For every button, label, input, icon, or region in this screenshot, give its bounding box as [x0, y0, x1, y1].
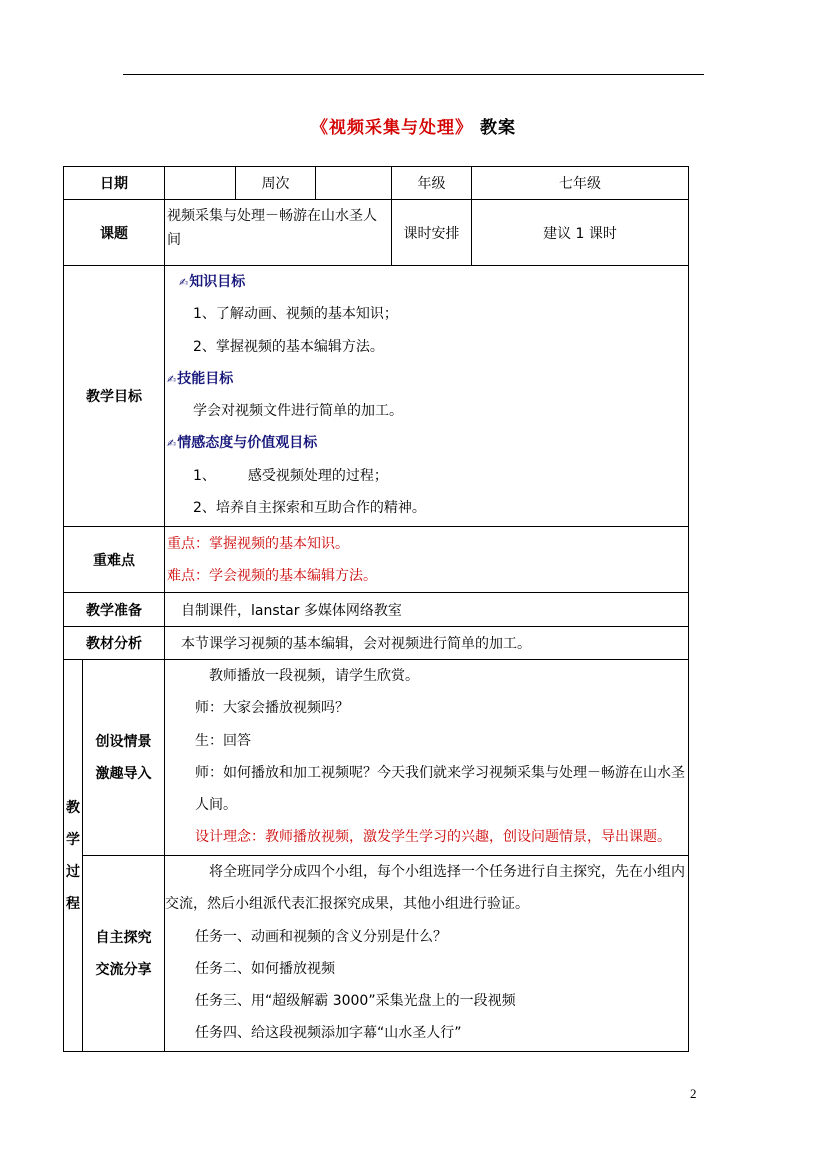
- objectives-content: [165, 266, 689, 527]
- objectives-label: 教学目标: [64, 266, 165, 527]
- stage1-line: 生：回答: [195, 732, 251, 749]
- topic-label: 课题: [64, 200, 165, 266]
- knowledge-heading: ✍知识目标: [179, 274, 246, 290]
- topic-row: [64, 200, 689, 266]
- grade-value: 七年级: [472, 167, 689, 200]
- stage1-line: 教师播放一段视频，请学生欣赏。: [209, 668, 419, 684]
- process-stage2-row: [64, 856, 689, 1052]
- preparation-row: [64, 593, 689, 627]
- process-stage1-row: [64, 660, 689, 856]
- task-item: 任务一、动画和视频的含义分别是什么？: [195, 928, 447, 945]
- difficulty-row: [64, 527, 689, 593]
- attitude-heading: ✍情感态度与价值观目标: [167, 435, 318, 452]
- material-value: 本节课学习视频的基本编辑，会对视频进行简单的加工。: [165, 627, 689, 660]
- pen-icon: ✍: [167, 372, 177, 386]
- attitude-item: 2、培养自主探索和互助合作的精神。: [193, 500, 426, 517]
- process-label-char: 教: [66, 799, 80, 816]
- date-label: 日期: [64, 167, 165, 200]
- title-main: 《视频采集与处理》: [311, 118, 474, 138]
- pen-icon: ✍: [179, 276, 189, 289]
- preparation-value: 自制课件，lanstar 多媒体网络教室: [165, 593, 689, 627]
- page-number: 2: [690, 1086, 697, 1101]
- process-label-char: 学: [66, 831, 80, 848]
- skill-item: 学会对视频文件进行简单的加工。: [193, 403, 403, 420]
- pen-icon: ✍: [167, 437, 177, 451]
- material-label: 教材分析: [64, 627, 165, 660]
- attitude-item: 1、 感受视频处理的过程；: [193, 467, 388, 484]
- topic-value: 视频采集与处理－畅游在山水圣人间: [165, 200, 392, 266]
- process-label-char: 程: [66, 895, 80, 912]
- hours-label: 课时安排: [392, 200, 472, 266]
- header-rule: [123, 74, 704, 75]
- date-value: [165, 167, 236, 200]
- stage1-content: [165, 660, 689, 856]
- title-suffix: 教案: [479, 118, 516, 138]
- stage2-content: [165, 856, 689, 1052]
- week-label: 周次: [236, 167, 316, 200]
- difficulty-label: 重难点: [64, 527, 165, 593]
- lesson-plan-table: [63, 166, 689, 1052]
- key-point: 重点：掌握视频的基本知识。: [167, 535, 349, 552]
- objectives-row: [64, 266, 689, 527]
- document-title: [0, 113, 827, 138]
- hard-point: 难点：学会视频的基本编辑方法。: [167, 567, 377, 584]
- knowledge-item: 2、掌握视频的基本编辑方法。: [193, 338, 384, 355]
- stage1-line: 师：如何播放和加工视频呢？今天我们就来学习视频采集与处理－畅游在山水圣人间。: [195, 764, 685, 814]
- grade-label: 年级: [392, 167, 472, 200]
- task-item: 任务三、用“超级解霸 3000”采集光盘上的一段视频: [195, 993, 516, 1010]
- stage1-label: 创设情景 激趣导入: [83, 660, 165, 856]
- skill-heading: ✍技能目标: [167, 370, 234, 387]
- process-vertical-label: [64, 660, 83, 1052]
- material-row: [64, 627, 689, 660]
- knowledge-item: 1、了解动画、视频的基本知识；: [193, 306, 398, 323]
- preparation-label: 教学准备: [64, 593, 165, 627]
- hours-value: 建议 1 课时: [472, 200, 689, 266]
- stage1-line: 师：大家会播放视频吗？: [195, 700, 349, 717]
- design-note: 设计理念：教师播放视频，激发学生学习的兴趣，创设问题情景，导出课题。: [195, 829, 671, 846]
- header-row: [64, 167, 689, 200]
- week-value: [316, 167, 392, 200]
- stage2-intro: 将全班同学分成四个小组，每个小组选择一个任务进行自主探究，先在小组内交流，然后小组派代表汇报探究成果，其他小组进行验证。: [165, 864, 685, 913]
- difficulty-content: [165, 527, 689, 593]
- task-item: 任务四、给这段视频添加字幕“山水圣人行”: [195, 1025, 462, 1042]
- task-item: 任务二、如何播放视频: [195, 960, 335, 977]
- stage2-label: 自主探究 交流分享: [83, 856, 165, 1052]
- process-label-char: 过: [66, 863, 80, 880]
